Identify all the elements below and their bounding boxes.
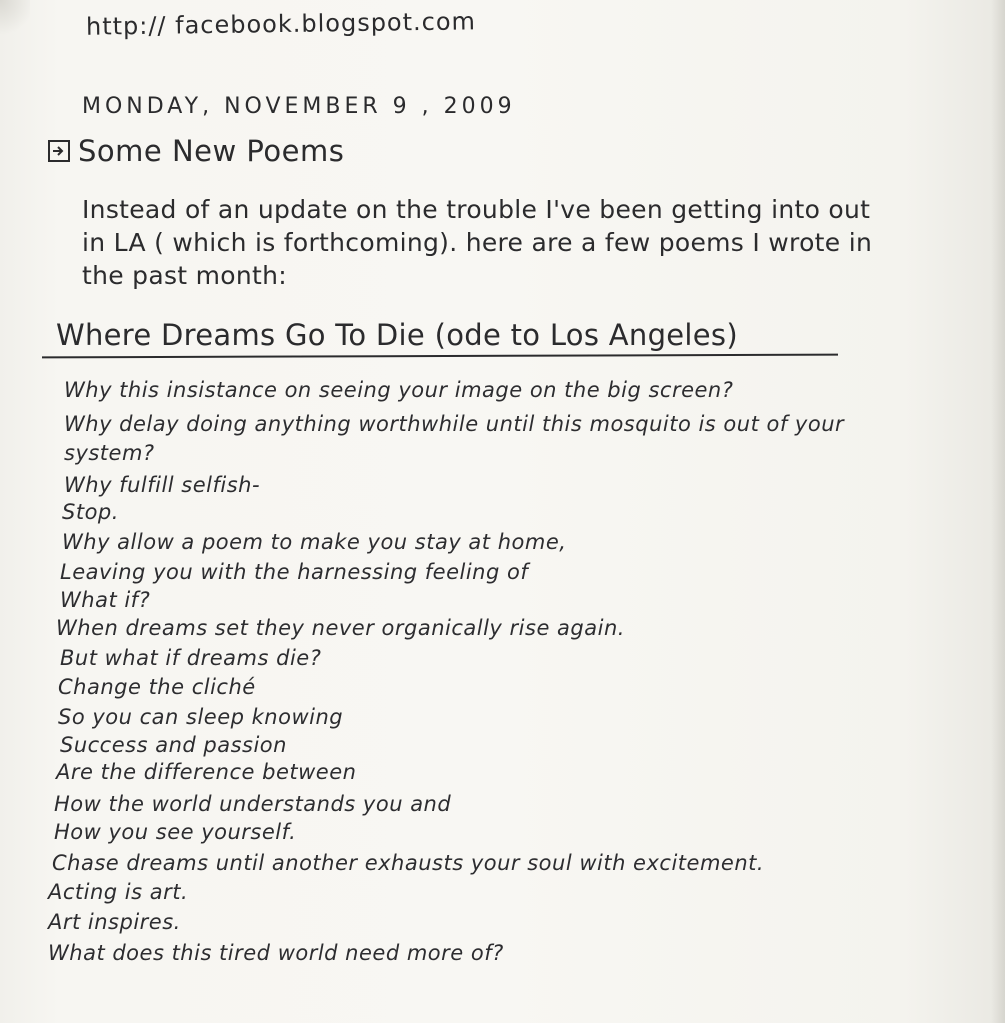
poem-line: Are the difference between bbox=[56, 760, 357, 784]
poem-line: Acting is art. bbox=[48, 880, 189, 904]
poem-line: What if? bbox=[60, 588, 151, 612]
blog-url: http:// facebook.blogspot.com bbox=[85, 7, 477, 41]
poem-title: Where Dreams Go To Die (ode to Los Angeles) bbox=[56, 318, 738, 352]
poem-line: So you can sleep knowing bbox=[58, 705, 344, 729]
poem-line: How the world understands you and bbox=[54, 792, 452, 816]
poem-line: Art inspires. bbox=[48, 910, 181, 934]
poem-line: Chase dreams until another exhausts your soul with excitement. bbox=[52, 851, 765, 875]
poem-line: Why allow a poem to make you stay at home, bbox=[62, 530, 567, 554]
poem-line: Stop. bbox=[62, 500, 119, 524]
poem-line: How you see yourself. bbox=[54, 820, 297, 844]
poem-line: Why this insistance on seeing your image on the big screen? bbox=[64, 378, 734, 402]
intro-line: in LA ( which is forthcoming). here are a few poems I wrote in bbox=[82, 228, 873, 257]
poem-line: Why delay doing anything worthwhile until this mosquito is out of your bbox=[64, 412, 845, 436]
poem-line: What does this tired world need more of? bbox=[48, 941, 504, 965]
poem-line: Change the cliché bbox=[58, 675, 256, 699]
poem-line: Why fulfill selfish- bbox=[64, 473, 261, 497]
post-title: Some New Poems bbox=[78, 134, 345, 168]
poem-line: Leaving you with the harnessing feeling of bbox=[60, 560, 529, 584]
poem-line: When dreams set they never organically rise again. bbox=[56, 616, 625, 640]
intro-line: the past month: bbox=[82, 261, 288, 290]
poem-line: Success and passion bbox=[60, 733, 287, 757]
intro-line: Instead of an update on the trouble I've been getting into out bbox=[82, 195, 871, 224]
post-date: MONDAY, NOVEMBER 9 , 2009 bbox=[82, 94, 516, 119]
poem-line: system? bbox=[64, 441, 155, 465]
poem-line: But what if dreams die? bbox=[60, 646, 322, 670]
